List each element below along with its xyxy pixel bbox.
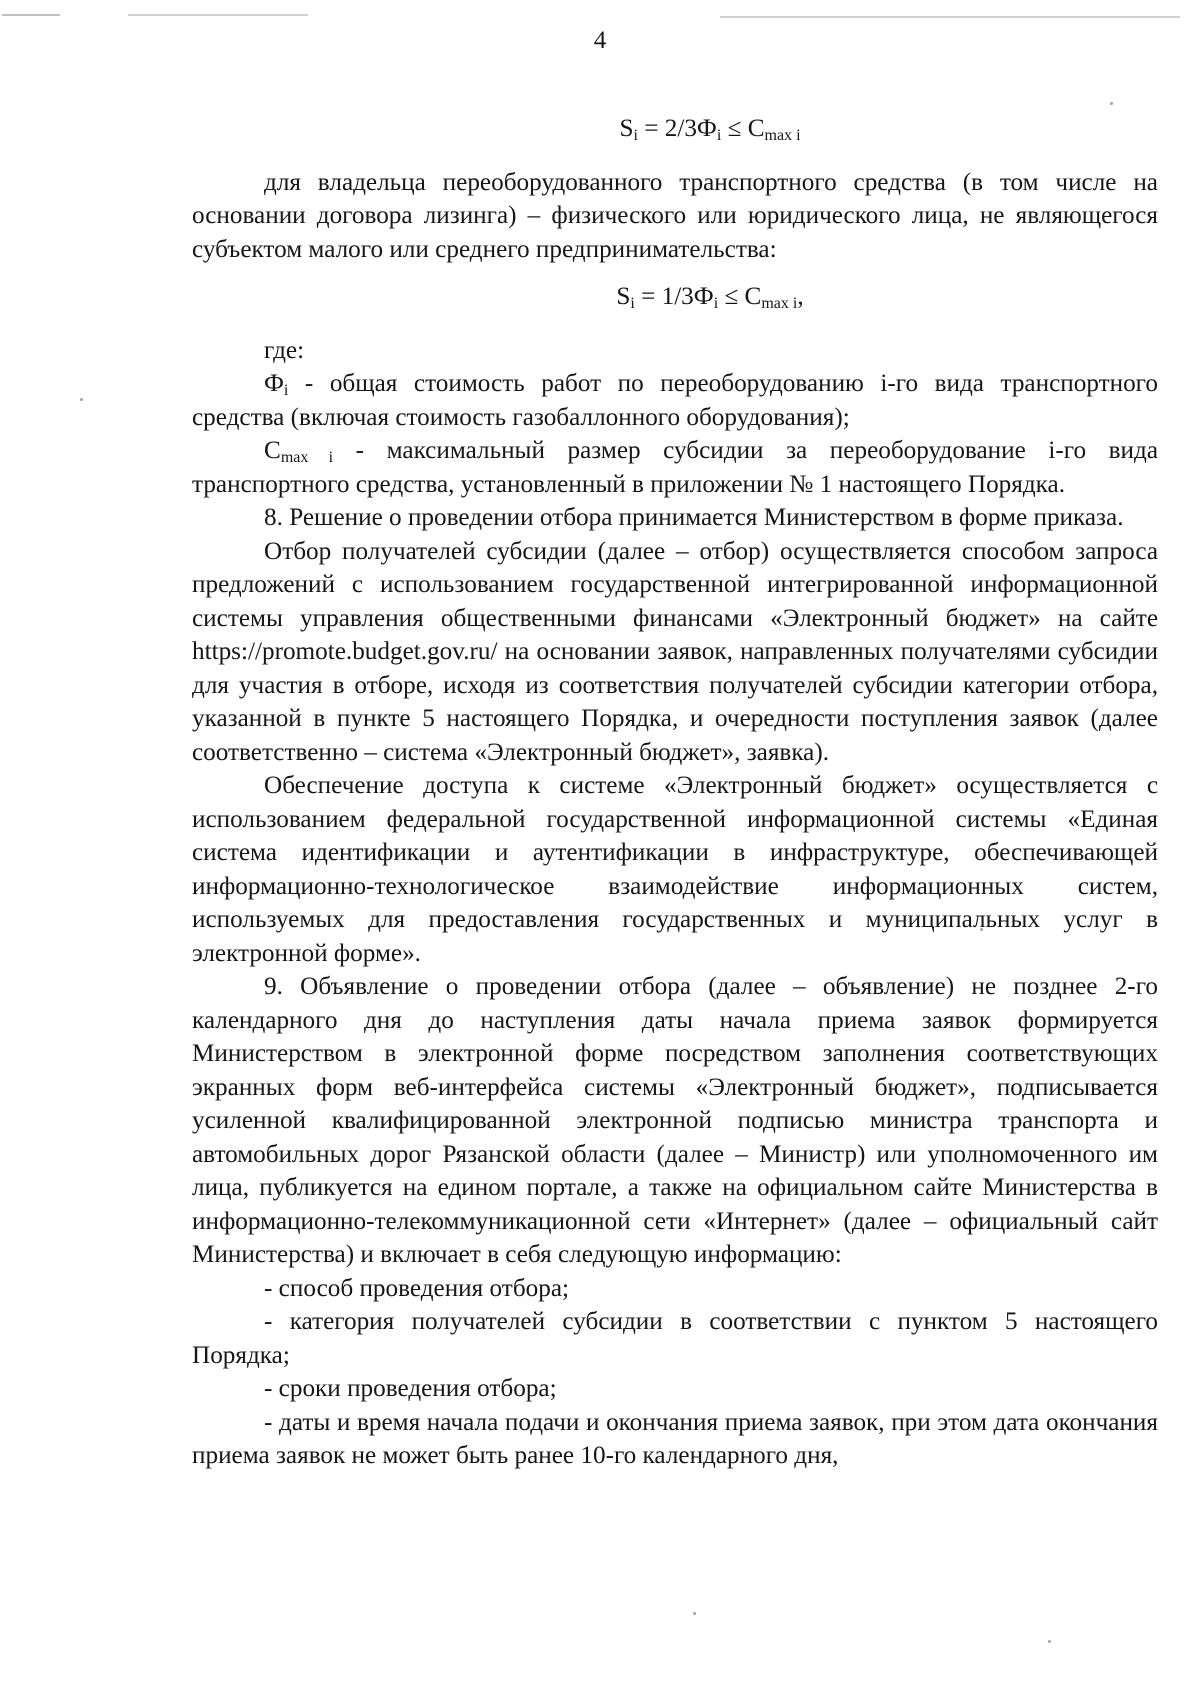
page-number: 4 (593, 27, 607, 54)
formula-non-sme-owner: $S_i = 1/3Ф_i \le C_{max i}$, (616, 283, 804, 312)
formula-sme-owner: $S_i = 2/3Ф_i \le C_{max i}$ (619, 115, 801, 144)
paragraph-9: 9. Объявление о проведении отбора (далее – объявление) не позднее 2-го календарного дня до наступления даты начала приема заявок формируется Министерством в электронной форме посредством заполнения соответствующих экранных форм веб-интерфейса системы «Электронный бюджет», подписывается усиленной квалифицированной электронной подписью министра транспорта и автомобильных дорог Рязанской области (далее – Министр) или уполномоченного им лица, публикуется на едином портале, а также на официальном сайте Министерства в информационно-телекоммуникационной сети «Интернет» (далее – официальный сайт Министерства) и включает в себя следующую информацию: (192, 973, 1158, 1268)
list-item: - сроки проведения отбора; (264, 1375, 557, 1402)
paragraph-access: Обеспечение доступа к системе «Электронный бюджет» осуществляется с использованием федеральной государственной информационной системы «Единая система идентификации и аутентификации в инфраструктуре, обеспечивающей информационно-технологическое взаимодействие информационных систем, используемых для предоставления государственных и муниципальных услуг в электронной форме». (192, 772, 1158, 967)
scan-artifact-top-left-2 (128, 14, 308, 16)
paragraph-non-sme-owner: для владельца переоборудованного транспортного средства (в том числе на основании договора лизинга) – физического или юридического лица, не являющегося субъектом малого или среднего предпринимательства: (192, 168, 1158, 263)
scan-speck (693, 1612, 696, 1615)
list-item: - даты и время начала подачи и окончания приема заявок, при этом дата окончания приема заявок не может быть ранее 10-го календарного дня, (192, 1408, 1158, 1469)
scan-speck (1110, 102, 1113, 105)
list-item: - способ проведения отбора; (264, 1274, 569, 1302)
paragraph-selection: Отбор получателей субсидии (далее – отбор) осуществляется способом запроса предложений с использованием государственной интегрированной информационной системы управления общественными финансами «Электронный бюджет» на сайте https://promote.budget.gov.ru/ на основании заявок, направленных получателями субсидии для участия в отборе, исходя из соответствия получателей субсидии категории отбора, указанной в пункте 5 настоящего Порядка, и очередности поступления заявок (далее соответственно – система «Электронный бюджет», заявка). (192, 537, 1158, 766)
definition-cmax: $C_{max i}$ - максимальный размер субсидии за переоборудование i-го вида транспортного средства, установленный в приложении № 1 настоящего Порядка. (192, 437, 1158, 498)
scan-artifact-top-right (720, 16, 1180, 18)
scan-artifact-top-left (2, 14, 60, 16)
paragraph-8: 8. Решение о проведении отбора принимается Министерством в форме приказа. (264, 504, 1124, 531)
where-label: где: (264, 336, 305, 364)
definition-phi: $Ф_i$ - общая стоимость работ по переоборудованию i-го вида транспортного средства (включая стоимость газобаллонного оборудования); (192, 370, 1158, 431)
document-body (192, 112, 1158, 1473)
list-item: - категория получателей субсидии в соответствии с пунктом 5 настоящего Порядка; (192, 1308, 1158, 1369)
scan-speck (1048, 1640, 1051, 1643)
scan-speck (80, 398, 83, 401)
